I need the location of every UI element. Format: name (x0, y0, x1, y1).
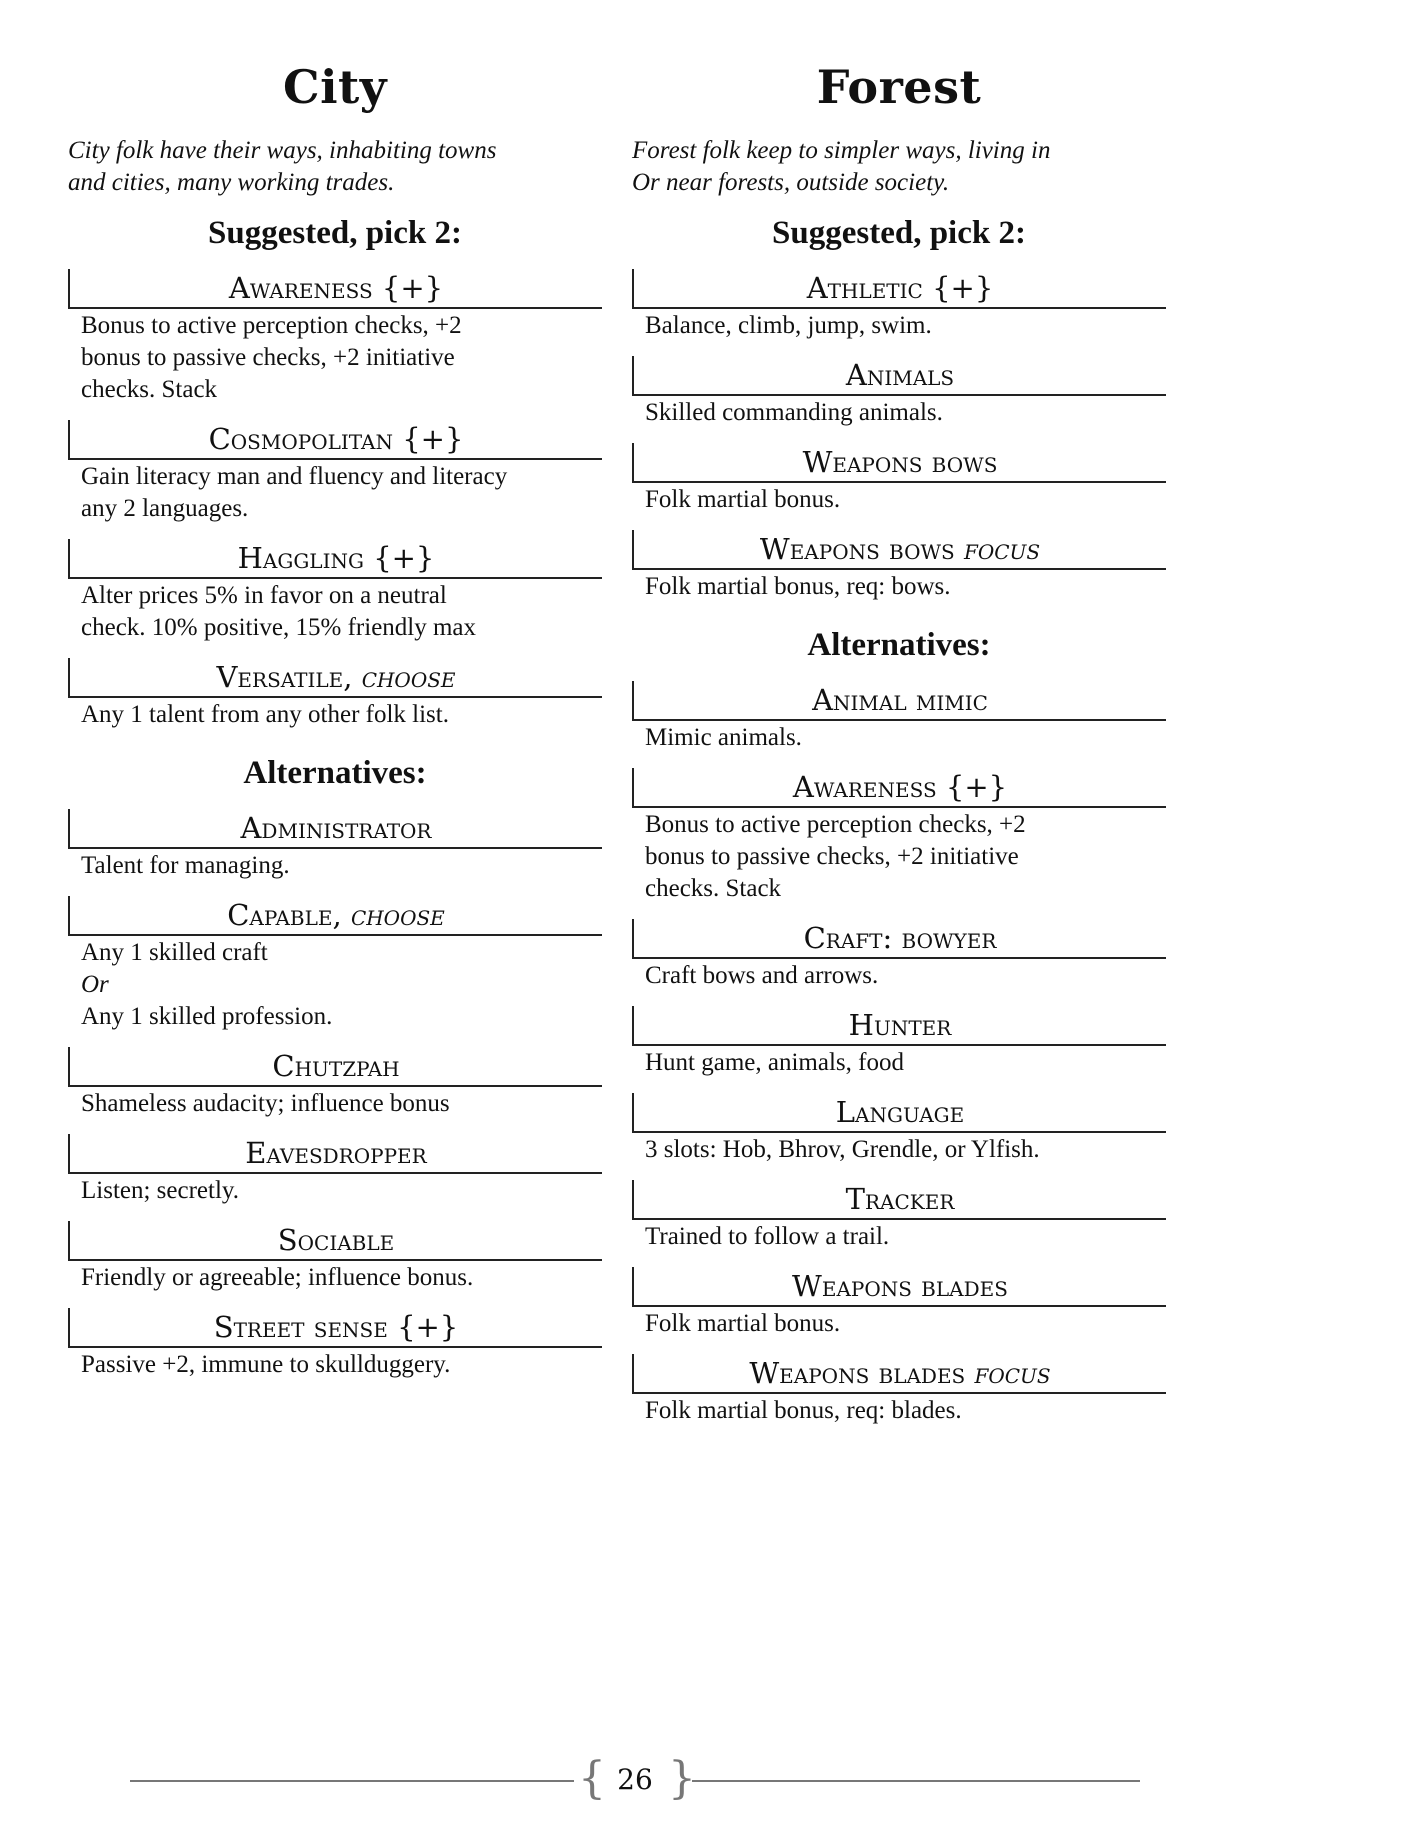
page-footer (130, 1753, 1140, 1806)
talent-name (632, 1267, 1166, 1307)
talent-entry (68, 420, 602, 525)
footer-bracket-right: } (668, 1753, 696, 1804)
talent-description-line: bonus to passive checks, +2 initiative (81, 343, 455, 371)
forest-suggested-list (632, 269, 1166, 603)
talent-entry (632, 919, 1166, 992)
talent-name (632, 1006, 1166, 1046)
talent-name-text: Awareness (228, 270, 373, 305)
talent-name-text: Administrator (240, 811, 432, 846)
talent-description-line: Passive +2, immune to skullduggery. (81, 1351, 451, 1379)
talent-name (632, 681, 1166, 721)
talent-description (632, 1394, 1166, 1427)
talent-name-text: Animal mimic (812, 683, 988, 718)
talent-description-line: Bonus to active perception checks, +2 (81, 311, 462, 339)
talent-name-text: Capable, (227, 898, 342, 933)
talent-name (68, 1047, 602, 1087)
city-alternatives-list (68, 809, 602, 1381)
talent-description-line: 3 slots: Hob, Bhrov, Grendle, or Ylfish. (645, 1136, 1040, 1164)
city-alternatives-heading: Alternatives: (243, 754, 427, 791)
talent-entry (68, 539, 602, 644)
talent-entry (632, 530, 1166, 603)
talent-entry (68, 658, 602, 731)
talent-description-line: Or (81, 971, 109, 999)
talent-description-line: Folk martial bonus. (645, 1310, 841, 1338)
talent-description-line: Trained to follow a trail. (645, 1223, 890, 1251)
talent-name-text: Street sense (213, 1310, 388, 1345)
talent-tag: {+} (397, 1310, 459, 1345)
talent-tag: focus (974, 1356, 1051, 1391)
talent-name-text: Craft: bowyer (803, 921, 997, 956)
talent-entry (632, 1180, 1166, 1253)
city-column (68, 62, 602, 1395)
talent-entry (632, 1006, 1166, 1079)
talent-name (68, 658, 602, 698)
talent-name (68, 1308, 602, 1348)
talent-description-line: Listen; secretly. (81, 1177, 240, 1205)
talent-name (632, 1093, 1166, 1133)
talent-tag: {+} (381, 270, 444, 305)
talent-name-text: Sociable (277, 1223, 395, 1258)
talent-entry (68, 1134, 602, 1207)
talent-description-line: any 2 languages. (81, 494, 249, 522)
city-suggested-heading: Suggested, pick 2: (208, 214, 462, 251)
talent-description (68, 1348, 602, 1381)
forest-suggested-heading: Suggested, pick 2: (772, 214, 1026, 251)
talent-name-text: Weapons bows (802, 444, 998, 479)
talent-description-line: Folk martial bonus. (645, 485, 841, 513)
talent-description-line: Friendly or agreeable; influence bonus. (81, 1264, 474, 1292)
page-number: 26 (617, 1763, 653, 1796)
talent-name-text: Language (835, 1095, 965, 1130)
talent-description-line: Any 1 skilled craft (81, 939, 268, 967)
talent-tag: focus (963, 531, 1041, 566)
talent-name (632, 1354, 1166, 1394)
talent-entry (632, 768, 1166, 905)
talent-description-line: checks. Stack (645, 875, 782, 903)
talent-description (68, 849, 602, 882)
talent-name-text: Weapons blades (749, 1356, 966, 1391)
talent-name-text: Chutzpah (272, 1049, 400, 1084)
talent-name (632, 443, 1166, 483)
talent-name (632, 919, 1166, 959)
talent-name-text: Athletic (806, 270, 923, 305)
forest-intro-line: Or near forests, outside society. (632, 168, 950, 196)
talent-name (632, 269, 1166, 309)
talent-tag: {+} (373, 540, 435, 575)
talent-name-text: Tracker (845, 1182, 955, 1217)
talent-entry (632, 269, 1166, 342)
forest-alternatives-list (632, 681, 1166, 1427)
talent-tag: {+} (932, 270, 994, 305)
talent-entry (632, 443, 1166, 516)
talent-description (632, 396, 1166, 429)
talent-description (68, 936, 602, 1033)
talent-description-line: Skilled commanding animals. (645, 398, 943, 426)
talent-tag: {+} (945, 770, 1008, 805)
talent-description (632, 1046, 1166, 1079)
talent-name-text: Haggling (237, 540, 364, 575)
talent-description-line: Bonus to active perception checks, +2 (645, 811, 1026, 839)
talent-name (632, 530, 1166, 570)
city-intro (68, 135, 602, 199)
talent-description (632, 309, 1166, 342)
talent-name-text: Awareness (792, 770, 937, 805)
talent-name (68, 539, 602, 579)
talent-description (632, 1307, 1166, 1340)
talent-entry (68, 1221, 602, 1294)
talent-name (68, 896, 602, 936)
talent-description (632, 1133, 1166, 1166)
talent-entry (68, 1308, 602, 1381)
forest-title: Forest (816, 60, 982, 114)
talent-name (632, 768, 1166, 808)
talent-description-line: Craft bows and arrows. (645, 962, 879, 990)
city-intro-line: City folk have their ways, inhabiting towns (68, 136, 497, 164)
city-suggested-list (68, 269, 602, 731)
talent-entry (68, 809, 602, 882)
talent-description-line: check. 10% positive, 15% friendly max (81, 613, 477, 641)
talent-name (68, 1134, 602, 1174)
footer-rule-right (692, 1780, 1140, 1782)
talent-name-text: Cosmopolitan (208, 421, 393, 456)
talent-entry (68, 896, 602, 1033)
talent-description (68, 1261, 602, 1294)
talent-name (68, 809, 602, 849)
talent-entry (632, 681, 1166, 754)
city-intro-line: and cities, many working trades. (68, 168, 395, 196)
talent-entry (632, 1093, 1166, 1166)
talent-entry (632, 1267, 1166, 1340)
talent-description-line: Mimic animals. (645, 724, 802, 752)
talent-name (68, 1221, 602, 1261)
talent-name-text: Weapons bows (759, 531, 955, 566)
talent-entry (632, 356, 1166, 429)
talent-description-line: Talent for managing. (81, 852, 290, 880)
talent-description (68, 1087, 602, 1120)
city-title: City (282, 60, 388, 114)
talent-name-text: Animals (845, 357, 955, 392)
talent-description-line: checks. Stack (81, 375, 218, 403)
talent-name (68, 420, 602, 460)
talent-description (68, 698, 602, 731)
talent-tag: choose (350, 898, 445, 933)
talent-name (632, 356, 1166, 396)
talent-description-line: Folk martial bonus, req: blades. (645, 1397, 962, 1425)
talent-description (68, 579, 602, 644)
talent-name (632, 1180, 1166, 1220)
talent-description (632, 570, 1166, 603)
talent-entry (68, 269, 602, 406)
talent-name (68, 269, 602, 309)
talent-description-line: Gain literacy man and fluency and literacy (81, 462, 508, 490)
talent-name-text: Hunter (848, 1008, 952, 1043)
talent-description (632, 1220, 1166, 1253)
talent-description (68, 309, 602, 406)
talent-tag: choose (361, 659, 456, 694)
talent-description-line: Any 1 talent from any other folk list. (81, 700, 449, 728)
talent-name-text: Weapons blades (792, 1269, 1008, 1304)
forest-intro-line: Forest folk keep to simpler ways, living in (632, 136, 1051, 164)
forest-column (632, 62, 1166, 1441)
talent-description (68, 1174, 602, 1207)
talent-description-line: Hunt game, animals, food (645, 1049, 904, 1077)
talent-entry (632, 1354, 1166, 1427)
talent-tag: {+} (402, 421, 464, 456)
forest-intro (632, 135, 1166, 199)
footer-bracket-left: { (578, 1753, 606, 1804)
talent-description-line: Folk martial bonus, req: bows. (645, 572, 951, 600)
talent-description (632, 483, 1166, 516)
talent-name-text: Eavesdropper (245, 1136, 427, 1171)
talent-description-line: Any 1 skilled profession. (81, 1003, 333, 1031)
talent-description (68, 460, 602, 525)
footer-rule-left (130, 1780, 574, 1782)
talent-description (632, 721, 1166, 754)
forest-alternatives-heading: Alternatives: (807, 626, 991, 663)
talent-description-line: Alter prices 5% in favor on a neutral (81, 581, 447, 609)
talent-description-line: bonus to passive checks, +2 initiative (645, 843, 1019, 871)
talent-description-line: Shameless audacity; influence bonus (81, 1090, 450, 1118)
talent-description (632, 959, 1166, 992)
talent-name-text: Versatile, (216, 659, 353, 694)
talent-description (632, 808, 1166, 905)
talent-description-line: Balance, climb, jump, swim. (645, 311, 932, 339)
talent-entry (68, 1047, 602, 1120)
